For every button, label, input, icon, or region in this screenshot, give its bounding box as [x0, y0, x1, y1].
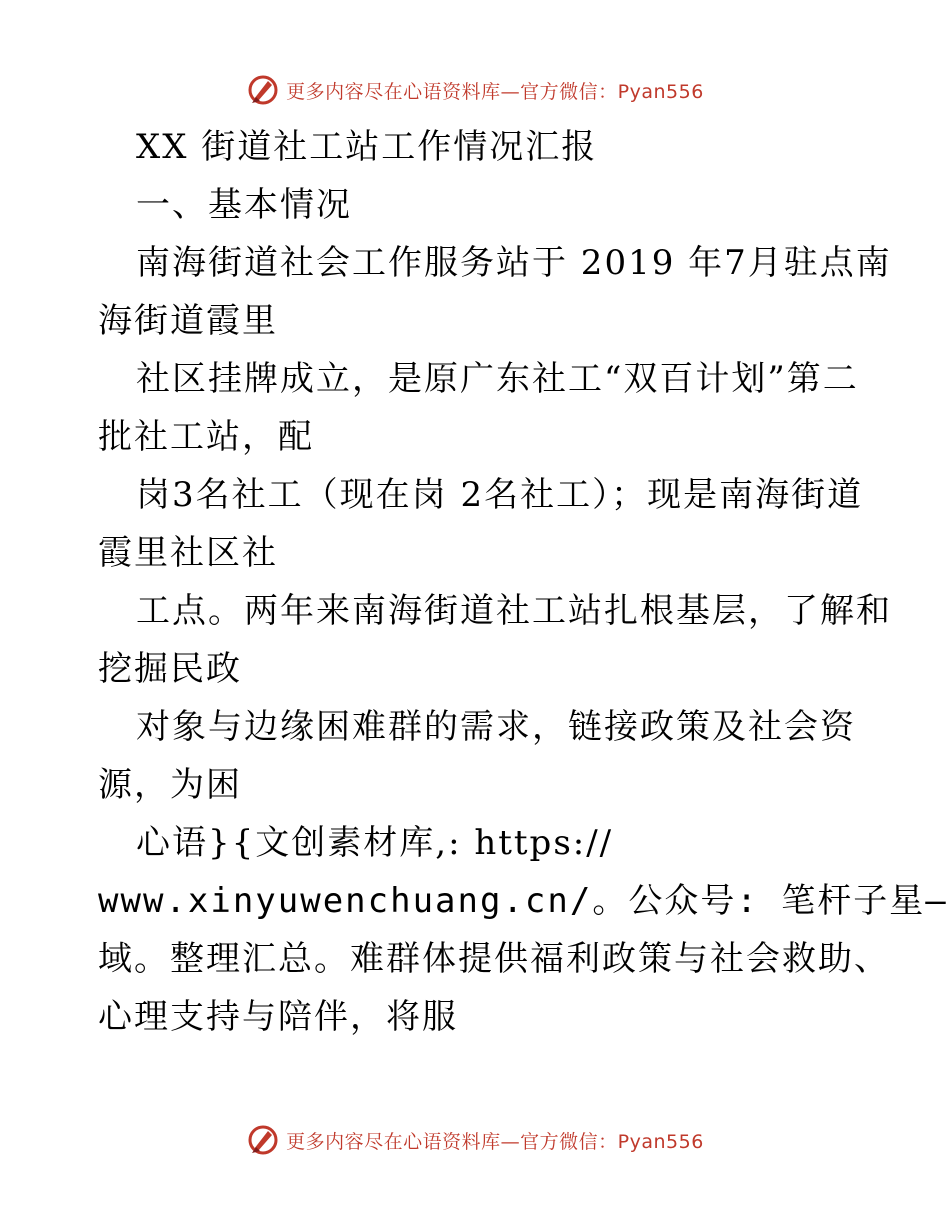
- header-watermark-group: [246, 73, 704, 107]
- watermark-text: 更多内容尽在心语资料库—官方微信：Pyan556: [286, 80, 704, 103]
- paragraph-line: 源，为困: [98, 765, 242, 805]
- paragraph-line: 岗3名社工（现在岗 2名社工）；现是南海街道: [136, 475, 864, 515]
- paragraph-line: 对象与边缘困难群的需求，链接政策及社会资: [136, 707, 856, 747]
- paragraph-line: www.xinyuwenchuang.cn/。公众号: 笔杆子星—: [98, 881, 948, 921]
- paragraph-line: 心语}{文创素材库,: https://: [136, 823, 614, 863]
- paragraph-line: 海街道霞里: [98, 301, 278, 341]
- pen-logo-icon: [246, 1123, 280, 1157]
- watermark-text: 更多内容尽在心语资料库—官方微信：Pyan556: [286, 1130, 704, 1153]
- wechat-handle: Pyan556: [617, 80, 704, 103]
- document-body: [98, 118, 948, 1046]
- paragraph-line: 南海街道社会工作服务站于 2019 年7月驻点南: [136, 243, 892, 283]
- header-watermark-banner: [0, 70, 950, 110]
- wechat-handle: Pyan556: [617, 1130, 704, 1153]
- footer-watermark-group: [246, 1123, 704, 1157]
- section-heading: 一、基本情况: [136, 185, 352, 225]
- paragraph-line: 工点。两年来南海街道社工站扎根基层，了解和: [136, 591, 892, 631]
- paragraph-line: 批社工站，配: [98, 417, 314, 457]
- footer-watermark-banner: [0, 1120, 950, 1160]
- pen-logo-icon: [246, 73, 280, 107]
- document-title: XX 街道社工站工作情况汇报: [136, 127, 598, 167]
- paragraph-line: 社区挂牌成立，是原广东社工“双百计划”第二: [136, 359, 859, 399]
- paragraph-line: 挖掘民政: [98, 649, 242, 689]
- paragraph-line: 域。整理汇总。难群体提供福利政策与社会救助、: [98, 939, 890, 979]
- paragraph-line: 心理支持与陪伴，将服: [98, 997, 458, 1037]
- paragraph-line: 霞里社区社: [98, 533, 278, 573]
